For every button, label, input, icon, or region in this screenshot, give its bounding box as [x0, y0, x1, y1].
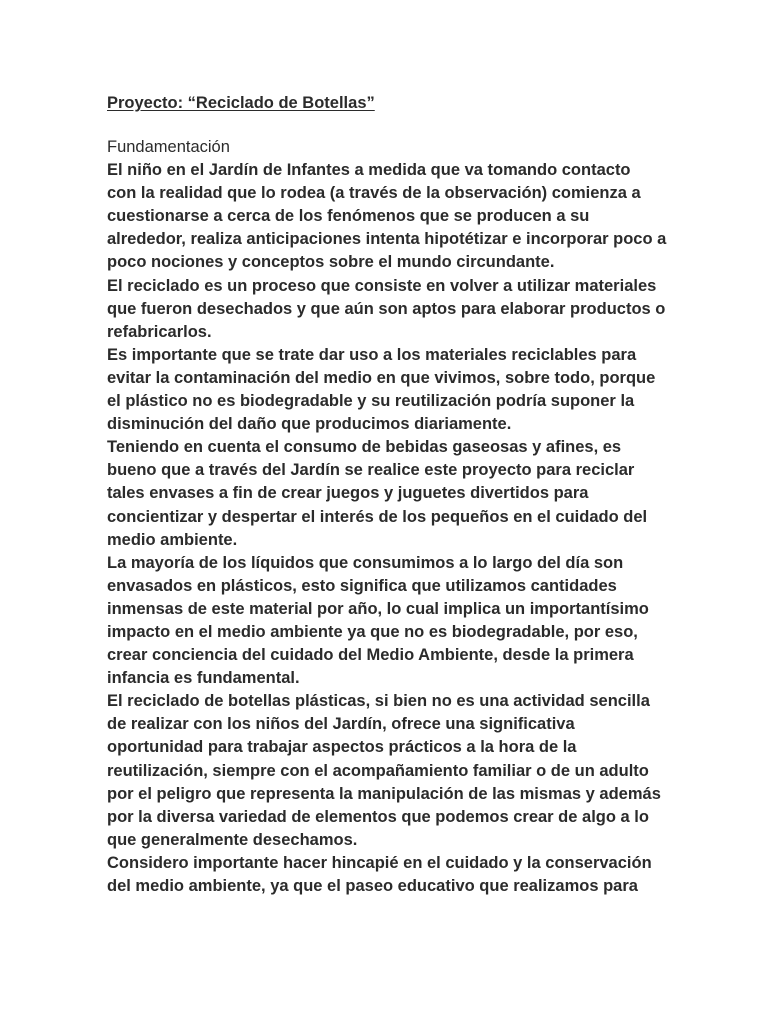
body-line: por la diversa variedad de elementos que podemos crear de algo a lo [107, 807, 649, 826]
body-line: refabricarlos. [107, 322, 212, 341]
body-line: bueno que a través del Jardín se realice este proyecto para reciclar [107, 461, 635, 480]
section-heading: Fundamentación [107, 138, 230, 156]
body-line: el plástico no es biodegradable y su reutilización podría suponer la [107, 392, 635, 411]
body-line: inmensas de este material por año, lo cual implica un importantísimo [107, 599, 649, 618]
body-line: disminución del daño que producimos diariamente. [107, 415, 512, 434]
body-line: crear conciencia del cuidado del Medio Ambiente, desde la primera [107, 646, 634, 665]
body-line: infancia es fundamental. [107, 669, 300, 688]
body-line: con la realidad que lo rodea (a través de la observación) comienza a [107, 184, 641, 203]
body-line: envasados en plásticos, esto significa que utilizamos cantidades [107, 576, 617, 595]
body-line: El reciclado es un proceso que consiste en volver a utilizar materiales [107, 276, 657, 295]
body-line: El niño en el Jardín de Infantes a medida que va tomando contacto [107, 161, 631, 180]
body-line: Es importante que se trate dar uso a los materiales reciclables para [107, 345, 637, 364]
body-line: Teniendo en cuenta el consumo de bebidas gaseosas y afines, es [107, 438, 622, 457]
body-line: del medio ambiente, ya que el paseo educativo que realizamos para [107, 877, 638, 895]
body-line: que fueron desechados y que aún son aptos para elaborar productos o [107, 299, 666, 318]
body-line: evitar la contaminación del medio en que vivimos, sobre todo, porque [107, 368, 656, 387]
body-line: La mayoría de los líquidos que consumimos a lo largo del día son [107, 553, 624, 572]
body-line: oportunidad para trabajar aspectos prácticos a la hora de la [107, 738, 577, 757]
body-line: reutilización, siempre con el acompañamiento familiar o de un adulto [107, 761, 649, 780]
body-line: por el peligro que representa la manipulación de las mismas y además [107, 784, 661, 803]
document-body [107, 136, 667, 898]
body-line: poco nociones y conceptos sobre el mundo circundante. [107, 253, 555, 272]
body-line: El reciclado de botellas plásticas, si bien no es una actividad sencilla [107, 692, 650, 711]
body-line: Considero importante hacer hincapié en el cuidado y la conservación [107, 853, 652, 872]
body-line: de realizar con los niños del Jardín, ofrece una significativa [107, 715, 575, 734]
body-line: tales envases a fin de crear juegos y juguetes divertidos para [107, 484, 589, 503]
body-line: que generalmente desechamos. [107, 830, 358, 849]
document-title: Proyecto: “Reciclado de Botellas” [107, 94, 375, 112]
body-line: concientizar y despertar el interés de los pequeños en el cuidado del [107, 507, 648, 526]
body-line: medio ambiente. [107, 530, 238, 549]
body-line: alrededor, realiza anticipaciones intenta hipotétizar e incorporar poco a [107, 230, 667, 249]
body-line: impacto en el medio ambiente ya que no es biodegradable, por eso, [107, 622, 638, 641]
body-line: cuestionarse a cerca de los fenómenos que se producen a su [107, 207, 590, 226]
paragraph-lines [107, 159, 667, 898]
